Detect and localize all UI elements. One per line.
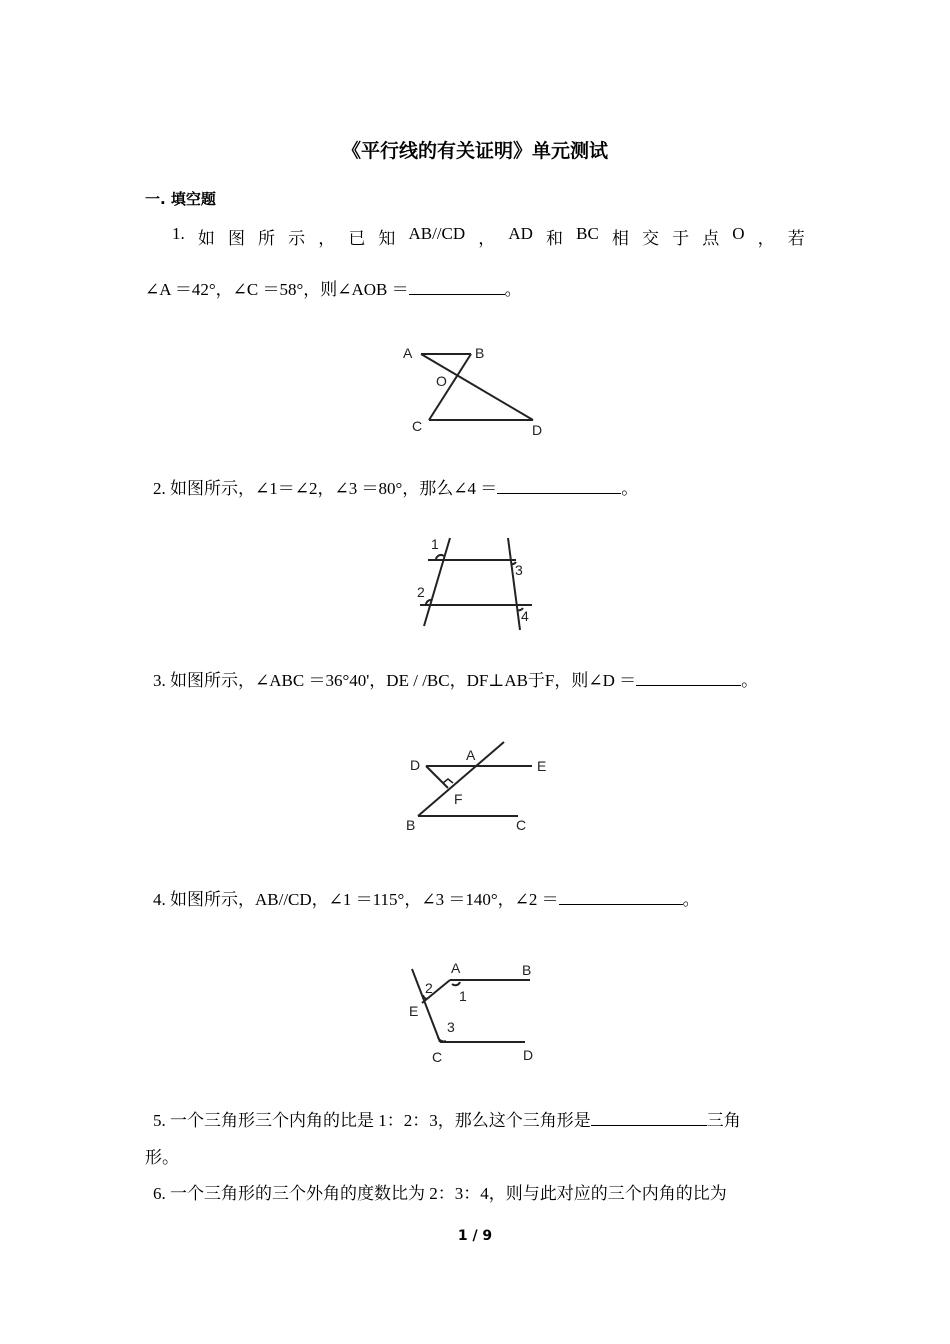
q1-part: O <box>732 224 745 243</box>
label-e: E <box>537 758 547 774</box>
q5-line2: 形。 <box>145 1148 179 1167</box>
q1-figure <box>395 340 555 440</box>
q1-line2 <box>145 275 522 300</box>
q1-part: 知 <box>378 229 396 248</box>
label-e: E <box>409 1003 419 1019</box>
q1-end: 。 <box>504 280 522 299</box>
q1-part: 点 <box>702 229 720 248</box>
q1-part: 示 <box>288 229 306 248</box>
label-b: B <box>522 962 532 978</box>
label-c: C <box>516 817 527 833</box>
q4-end: 。 <box>682 890 700 909</box>
label-2: 2 <box>417 584 425 600</box>
q3-end: 。 <box>741 671 759 690</box>
q1-part: ， <box>757 229 775 248</box>
q5-tail: 三角 <box>706 1111 741 1130</box>
q1-part: 交 <box>642 229 659 248</box>
q4-figure <box>400 955 550 1070</box>
page-number: 1 / 9 <box>457 1228 493 1244</box>
label-3: 3 <box>515 562 523 578</box>
q1-part: 所 <box>258 229 276 248</box>
q1-part: 于 <box>672 229 690 248</box>
q3-text: 3. 如图所示，∠ABC ＝36°40'，DE / /BC，DF⊥AB于F，则∠D ＝ <box>153 671 637 690</box>
q1-part: ， <box>478 229 496 248</box>
q1-part: AD <box>508 224 533 243</box>
q3-line <box>153 666 758 691</box>
q2-line <box>153 474 638 499</box>
q2-figure <box>412 530 542 635</box>
label-a: A <box>466 747 476 763</box>
q6-line1: 6. 一个三角形的三个外角的度数比为 2：3：4，则与此对应的三个内角的比为 <box>153 1184 727 1203</box>
q4-text: 4. 如图所示，AB//CD，∠1 ＝115°，∠3 ＝140°，∠2 ＝ <box>153 890 559 909</box>
q1-answer-blank[interactable] <box>409 278 505 295</box>
label-d: D <box>532 422 543 438</box>
q2-end: 。 <box>621 479 639 498</box>
transversal-right <box>508 538 520 630</box>
right-angle-mark <box>443 779 453 783</box>
angle-1-mark <box>452 982 460 985</box>
q1-part: 1. <box>172 224 185 243</box>
q5-line1 <box>153 1106 741 1131</box>
label-2: 2 <box>425 980 433 996</box>
q1-part: 已 <box>348 229 366 248</box>
label-f: F <box>454 791 463 807</box>
label-4: 4 <box>521 608 529 624</box>
section-heading: 一. 填空题 <box>145 190 216 208</box>
label-3: 3 <box>447 1019 455 1035</box>
q2-text: 2. 如图所示，∠1＝∠2，∠3 ＝80°，那么∠4 ＝ <box>153 479 498 498</box>
q3-figure <box>400 738 560 838</box>
label-d: D <box>523 1047 534 1063</box>
q1-part: 如 <box>197 229 215 248</box>
label-a: A <box>451 960 461 976</box>
label-c: C <box>432 1049 443 1065</box>
q1-text: ∠A ＝42°，∠C ＝58°，则∠AOB ＝ <box>145 280 409 299</box>
q1-part: 相 <box>611 229 629 248</box>
q1-line1 <box>172 224 805 249</box>
q5-answer-blank[interactable] <box>591 1109 707 1126</box>
q5-text: 5. 一个三角形三个内角的比是 1：2：3，那么这个三角形是 <box>153 1111 591 1130</box>
q4-answer-blank[interactable] <box>559 888 683 905</box>
page-title: 《平行线的有关证明》单元测试 <box>341 140 608 162</box>
label-b: B <box>475 345 485 361</box>
q1-part: BC <box>576 224 599 243</box>
label-o: O <box>436 373 447 389</box>
label-b: B <box>406 817 416 833</box>
q3-answer-blank[interactable] <box>636 669 741 686</box>
q2-answer-blank[interactable] <box>497 477 621 494</box>
label-d: D <box>410 757 421 773</box>
label-1: 1 <box>431 536 439 552</box>
q1-part: ， <box>318 229 336 248</box>
q1-part: AB//CD <box>408 224 466 243</box>
label-c: C <box>412 418 423 434</box>
label-a: A <box>403 345 413 361</box>
q1-part: 图 <box>227 229 245 248</box>
segment-df <box>426 766 448 788</box>
q1-part: 和 <box>546 229 564 248</box>
q1-part: 若 <box>787 229 805 248</box>
label-1: 1 <box>459 988 467 1004</box>
q4-line <box>153 885 700 910</box>
